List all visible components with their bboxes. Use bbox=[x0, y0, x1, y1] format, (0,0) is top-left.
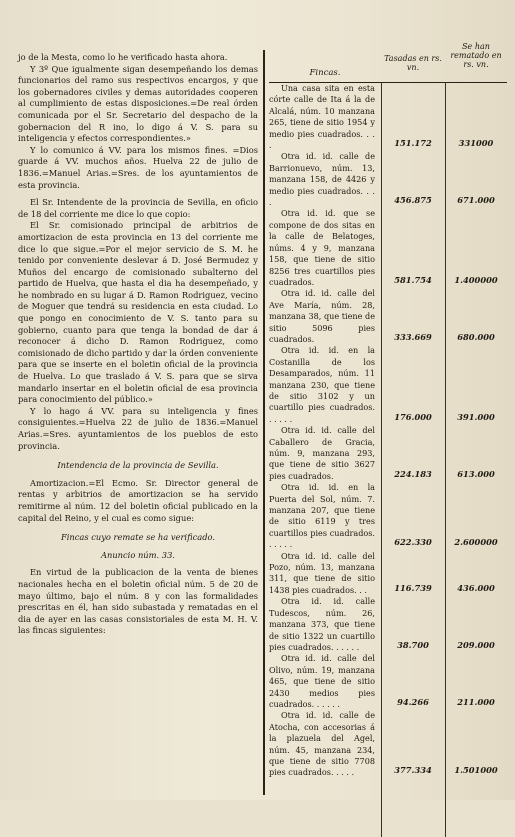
table-row bbox=[269, 151, 507, 208]
finca-description: Otra id. id. calle del Ave María, núm. 28, manzana 38, que tiene de sitio 5096 pies cuadrados. bbox=[269, 288, 375, 344]
table-row bbox=[269, 551, 507, 597]
table-row bbox=[269, 596, 507, 653]
tasadas-value: 38.700 bbox=[397, 639, 429, 650]
section-heading-intendencia: Intendencia de la provincia de Sevilla. bbox=[57, 460, 219, 471]
finca-description: Una casa sita en esta córte calle de Ita á la de Alcalá, núm. 10 manzana 265, tiene de sitio 1954 y medio pies cuadrados. . . . bbox=[269, 83, 375, 151]
table-row bbox=[269, 425, 507, 482]
tasadas-value: 581.754 bbox=[394, 274, 432, 285]
paragraph-5: El Sr. comisionado principal de arbitrios de amortizacion de esta provincia en 13 del corriente me dice lo que sigue.=Por el mejor servicio de S. M. he tenido por conveniente deslevar á D. José Bermudez y Muños del encargo de comisionado subalterno del partido de Huelva, que hasta el dia ha desempeñado, y he nombrado en su lugar á D. Ramon Rodriguez, vecino de Moguer que tendrá su residencia en esta ciudad. Lo que pongo en conocimiento de V. S. tanto para su gobierno, cuanto para que tenga la bondad de dar á reconocer á dicho D. Ramon Rodriguez, como comisionado de dicho partido y dar la órden conveniente para que se inserte en el boletin oficial de la provincia de Huelva. Lo que traslado á V. S. para que se sirva mandarlo insertar en el boletin oficial de esa provincia para conocimiento del público.» bbox=[18, 220, 258, 405]
table-header bbox=[269, 40, 507, 83]
announcement-number: Anuncio núm. 33. bbox=[101, 549, 175, 560]
table-row bbox=[269, 345, 507, 425]
section-heading-fincas: Fincas cuyo remate se ha verificado. bbox=[61, 532, 215, 543]
tasadas-value: 94.266 bbox=[397, 696, 429, 707]
table-row bbox=[269, 482, 507, 550]
table-row bbox=[269, 288, 507, 345]
remate-value: 613.000 bbox=[457, 468, 495, 479]
table-row bbox=[269, 208, 507, 288]
tasadas-value: 151.172 bbox=[394, 138, 432, 149]
tasadas-value: 224.183 bbox=[394, 468, 432, 479]
remate-value: 436.000 bbox=[457, 582, 495, 593]
paragraph-3: Y lo comunico á VV. para los mismos fines. =Dios guarde á VV. muchos años. Huelva 22 de julio de 1836.=Manuel Arias.=Sres. de los ayuntamientos de esta provincia. bbox=[18, 144, 258, 190]
paragraph-8: En virtud de la publicacion de la venta de bienes nacionales hecha en el boletin oficial núm. 5 de 20 de mayo último, bajo el núm. 8 y con las formalidades prescritas en él, han sido subastada y rematadas en el dia de ayer en las casas consistoriales de esta M. H. V. las fincas siguientes: bbox=[18, 567, 258, 636]
remate-value: 391.000 bbox=[457, 411, 495, 422]
finca-description: Otra id. id. que se compone de dos sitas en la calle de Belatoges, núms. 4 y 9, manzana 158, que tiene de sitio 8256 tres cuartillos pies cuadrados. bbox=[269, 208, 375, 287]
finca-description: Otra id. id. calle de Barrionuevo, núm. 13, manzana 158, de 4426 y medio pies cuadrados. . . . bbox=[269, 151, 375, 208]
column-divider bbox=[263, 50, 265, 795]
finca-description: Otra id. id. calle del Pozo, núm. 13, manzana 311, que tiene de sitio 1438 pies cuadrados. . . bbox=[269, 550, 375, 595]
remate-value: 680.000 bbox=[457, 331, 495, 342]
table-row bbox=[269, 653, 507, 710]
paragraph-7: Amortizacion.=El Ecmo. Sr. Director general de rentas y arbitrios de amortizacion se ha servido remitirme al núm. 12 del boletin oficial publicado en la capital del Reino, y el cual es como sigue: bbox=[18, 477, 258, 523]
paragraph-4: El Sr. Intendente de la provincia de Sevilla, en oficio de 18 del corriente me dice lo que copio: bbox=[18, 197, 258, 219]
remate-value: 1.501000 bbox=[454, 765, 498, 776]
remate-value: 209.000 bbox=[457, 639, 495, 650]
tasadas-value: 333.669 bbox=[394, 331, 432, 342]
tasadas-value: 456.875 bbox=[394, 195, 432, 206]
finca-description: Otra id. id. calle de Atocha, con accesorias á la plazuela del Agel, núm. 45, manzana 234, que tiene de sitio 7708 pies cuadrados. . . . . bbox=[269, 710, 375, 778]
finca-description: Otra id. id. calle del Olivo, núm. 19, manzana 465, que tiene de sitio 2430 medios pies cuadrados. . . . . . bbox=[269, 653, 375, 709]
finca-description: Otra id. id. en la Costanilla de los Desamparados, núm. 11 manzana 230, que tiene de sitio 3102 y un cuartillo pies cuadrados. . . . . . bbox=[269, 345, 375, 424]
left-column bbox=[18, 52, 258, 637]
tasadas-value: 116.739 bbox=[394, 582, 432, 593]
tasadas-value: 377.334 bbox=[394, 765, 432, 776]
remate-value: 1.400000 bbox=[454, 274, 498, 285]
remate-value: 671.000 bbox=[457, 195, 495, 206]
header-remate: Se han rematado en rs. vn. bbox=[450, 42, 502, 69]
table-row bbox=[269, 83, 507, 151]
finca-description: Otra id. id. calle Tudescos, núm. 26, manzana 373, que tiene de sitio 1322 un cuartillo pies cuadrados. . . . . . bbox=[269, 596, 375, 652]
table-body bbox=[269, 83, 507, 779]
tasadas-value: 622.330 bbox=[394, 537, 432, 548]
remate-value: 331000 bbox=[458, 138, 494, 149]
tasadas-value: 176.000 bbox=[394, 411, 432, 422]
paragraph-6: Y lo hago á VV. para su inteligencia y fines consiguientes.=Huelva 22 de julio de 1836.=Manuel Arias.=Sres. ayuntamientos de los pueblos de esto provincia. bbox=[18, 405, 258, 451]
remate-value: 211.000 bbox=[457, 696, 495, 707]
paragraph-2: Y 3º Que igualmente sigan desempeñando los demas funcionarios del ramo sus respectivos encargos, y que los gobernadores civiles y demas autoridades cooperen al cumplimiento de estas disposiciones.=De real órden comunicada por el Sr. Secretario del despacho de la gobernacion del R ino, lo digo á V. S. para su inteligencia y efectos correspondientes.» bbox=[18, 63, 258, 144]
table-row bbox=[269, 710, 507, 778]
remate-value: 2.600000 bbox=[454, 537, 498, 548]
auction-table bbox=[269, 40, 507, 779]
paragraph-1: jo de la Mesta, como lo he verificado hasta ahora. bbox=[18, 52, 228, 62]
finca-description: Otra id. id. calle del Caballero de Gracia, núm. 9, manzana 293, que tiene de sitio 3627 pies cuadrados. bbox=[269, 425, 375, 481]
header-fincas: Fincas. bbox=[309, 68, 341, 78]
header-tasadas: Tasadas en rs. vn. bbox=[384, 54, 442, 72]
finca-description: Otra id. id. en la Puerta del Sol, núm. 7. manzana 207, que tiene de sitio 6119 y tres cuartillos pies cuadrados. . . . . . bbox=[269, 482, 375, 550]
